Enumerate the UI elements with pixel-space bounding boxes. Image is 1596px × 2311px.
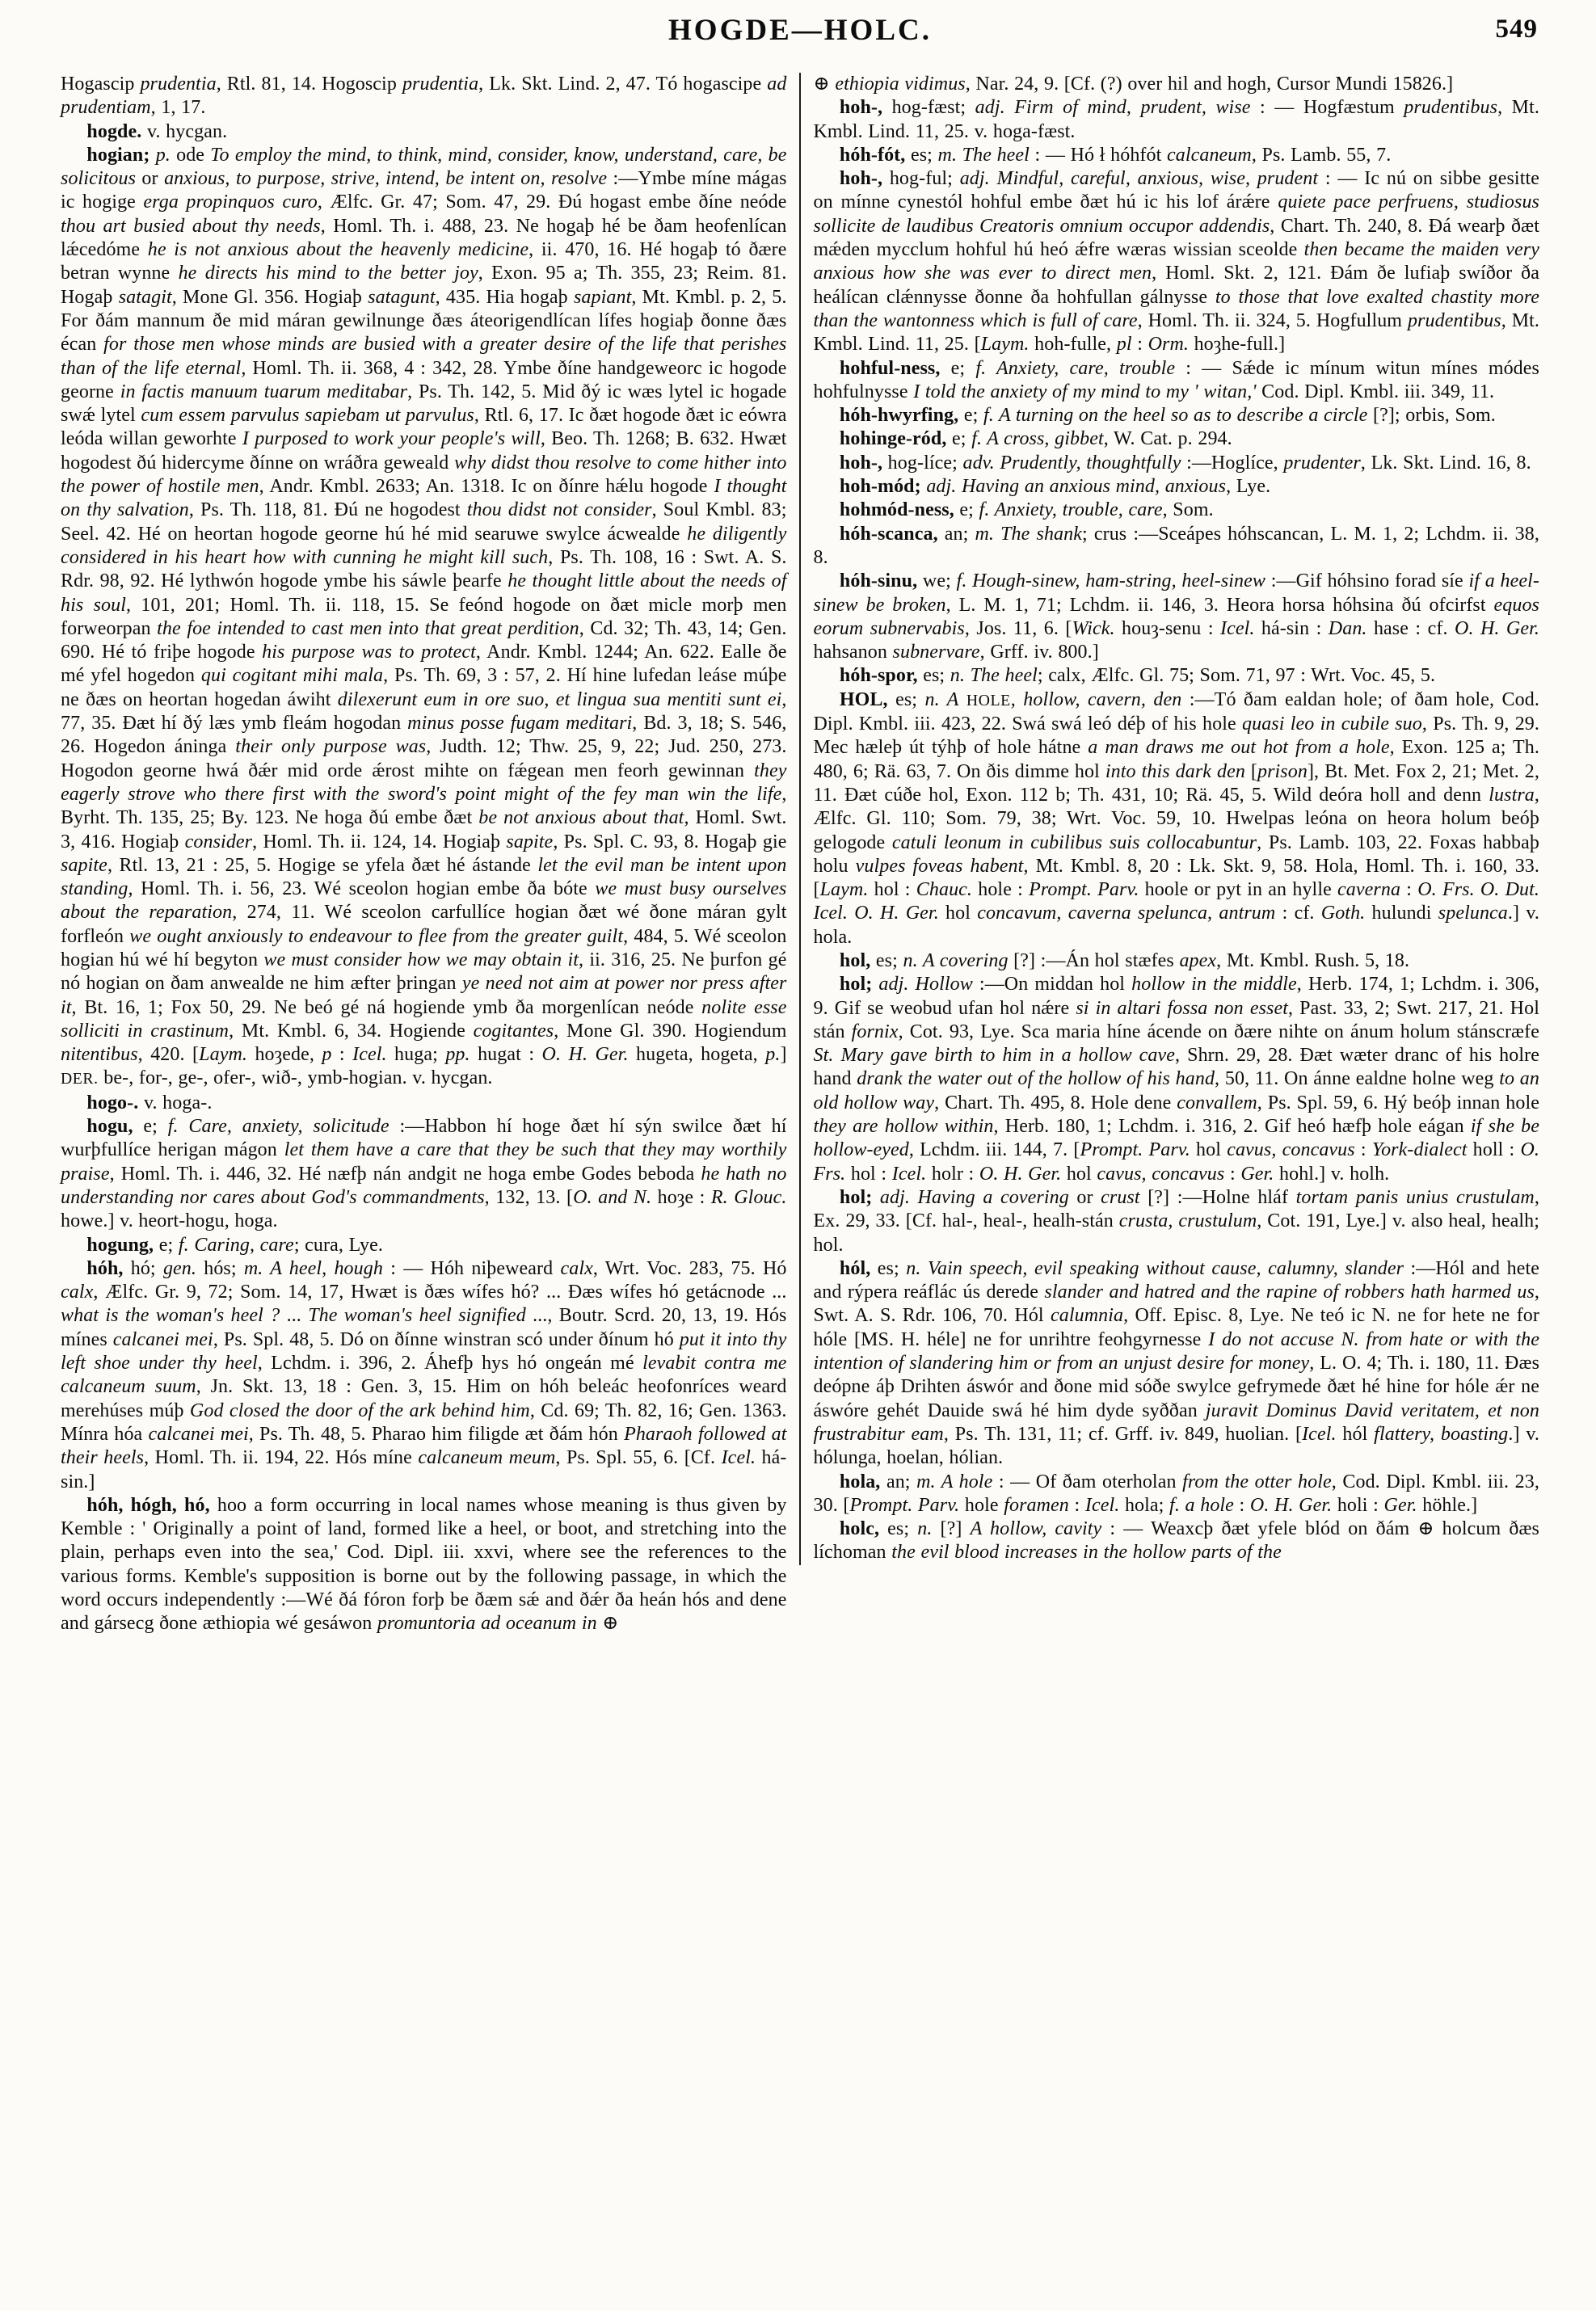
dictionary-entry: hoh-mód; adj. Having an anxious mind, anxious, Lye.	[839, 476, 1271, 498]
dictionary-entry: hóh-scanca, an; m. The shank; crus :—Sceápes hóhscancan, L. M. 1, 2; Lchdm. ii. 38, 8.	[813, 523, 1539, 568]
page-number: 549	[1495, 15, 1538, 44]
dictionary-entry: hol; adj. Hollow :—On middan hol hollow in the middle, Herb. 174, 1; Lchdm. i. 306, 9. Gif se weobud ufan hol nǽre si in altari fossa non esset, Past. 33, 2; Swt. 217, 21. Hol stán fornix, Cot. 93, Lye. Sca maria híne ácende on ðære nihte on ánum holum stánscræfe St. Mary gave birth to him in a hollow cave, Shrn. 29, 28. Ðæt wæter dranc of his holre hand drank the water out of the hollow of his hand, 50, 11. On ánne ealdne holne weg to an old hollow way, Chart. Th. 495, 8. Hole dene convallem, Ps. Spl. 59, 6. Hý beóþ innan hole they are hollow within, Herb. 180, 1; Lchdm. i. 316, 2. Gif heó hæfþ hole eágan if she be hollow-eyed, Lchdm. iii. 144, 7. [Prompt. Parv. hol cavus, concavus : York-dialect holl : O. Frs. hol : Icel. holr : O. H. Ger. hol cavus, concavus : Ger. hohl.] v. holh.	[813, 974, 1540, 1185]
dictionary-entry: hóh-hwyrfing, e; f. A turning on the heel so as to describe a circle [?]; orbis, Som.	[839, 405, 1496, 427]
page-header	[61, 8, 1539, 73]
dictionary-entry: hóh-sinu, we; f. Hough-sinew, ham-string, heel-sinew :—Gif hóhsino forad síe if a heel-sinew be broken, L. M. 1, 71; Lchdm. ii. 146, 3. Heora horsa hóhsina ðú ofcirfst equos eorum subnervabis, Jos. 11, 6. [Wick. houȝ-senu : Icel. há-sin : Dan. hase : cf. O. H. Ger. hahsanon subnervare, Grff. iv. 800.]	[813, 570, 1540, 663]
dictionary-entry: hogo-. v. hoga-.	[86, 1092, 213, 1113]
dictionary-entry: hóh, hógh, hó, hoo a form occurring in local names whose meaning is thus given by Kemble : ' Originally a point of land, formed like a heel, or boot, and stretching into the plain, perhaps even into the sea,' Cod. Dipl. iii. xxvi, where see the references to the various forms. Kemble's supposition is borne out by the following passage, in which the word occurs independently :—Wé ðá fóron forþ be ðæm sǽ and ðǽr ða heán hós and dene and gársecg ðone æthiopia wé gesáwon promuntoria ad oceanum in ⊕	[61, 1494, 787, 1635]
dictionary-entry: hóh, hó; gen. hós; m. A heel, hough : — Hóh niþeweard calx, Wrt. Voc. 283, 75. Hó calx, Ælfc. Gr. 9, 72; Som. 14, 17, Hwæt is ðæs wífes hó? ... Ðæs wífes hó getácnode ... what is the woman's heel ? ... The woman's heel signified ..., Boutr. Scrd. 20, 13, 19. Hós mínes calcanei mei, Ps. Spl. 48, 5. Dó on ðínne winstran scó under ðínum hó put it into thy left shoe under thy heel, Lchdm. i. 396, 2. Áhefþ hys hó ongeán mé levabit contra me calcaneum suum, Jn. Skt. 13, 18 : Gen. 3, 15. Him on hóh beleác heofonríces weard merehúses múþ God closed the door of the ark behind him, Cd. 69; Th. 82, 16; Gen. 1363. Mínra hóa calcanei mei, Ps. Th. 48, 5. Pharao him filigde æt ðám hón Pharaoh followed at their heels, Homl. Th. ii. 194, 22. Hós míne calcaneum meum, Ps. Spl. 55, 6. [Cf. Icel. há-sin.]	[61, 1257, 787, 1492]
dictionary-entry: hogian; p. ode To employ the mind, to think, mind, consider, know, understand, care, be solicitous or anxious, to purpose, strive, intend, be intent on, resolve :—Ymbe míne mágas ic hogige erga propinquos curo, Ælfc. Gr. 47; Som. 47, 29. Ðú hogast embe ðíne neóde thou art busied about thy needs, Homl. Th. i. 488, 23. Ne hogaþ hé be ðam heofenlícan lǽcedóme he is not anxious about the heavenly medicine, ii. 470, 16. Hé hogaþ tó ðære betran wynne he directs his mind to the better joy, Exon. 95 a; Th. 355, 23; Reim. 81. Hogaþ satagit, Mone Gl. 356. Hogiaþ satagunt, 435. Hia hogaþ sapiant, Mt. Kmbl. p. 2, 5. For ðám mannum ðe mid máran gewilnunge ðæs áteorigendlícan lífes hogiaþ ðonne ðæs écan for those men whose minds are busied with a greater desire of the life that perishes than of the life eternal, Homl. Th. ii. 368, 4 : 342, 28. Ymbe ðíne handgeweorc ic hogode georne in factis manuum tuarum meditabar, Ps. Th. 142, 5. Mid ðý ic wæs lytel ic hogade swǽ lytel cum essem parvulus sapiebam ut parvulus, Rtl. 6, 17. Ic ðæt hogode ðæt ic eówra leóda willan geworhte I purposed to work your people's will, Beo. Th. 1268; B. 632. Hwæt hogodest ðú hidercyme ðínne on wráðra geweald why didst thou resolve to come hither into the power of hostile men, Andr. Kmbl. 2633; An. 1318. Ic on ðínre hǽlu hogode I thought on thy salvation, Ps. Th. 118, 81. Ðú ne hogodest thou didst not consider, Soul Kmbl. 83; Seel. 42. Hé on heortan hogode georne hú hé mid searuwe swylce ácwealde he diligently considered in his heart how with cunning he might kill such, Ps. Th. 108, 16 : Swt. A. S. Rdr. 98, 92. Hé lythwón hogode ymbe his sáwle þearfe he thought little about the needs of his soul, 101, 201; Homl. Th. ii. 118, 15. Se feónd hogode on ðæt micle morþ men forweorpan the foe intended to cast men into that great perdition, Cd. 32; Th. 43, 14; Gen. 690. Hé tó friþe hogode his purpose was to protect, Andr. Kmbl. 1244; An. 622. Ealle ðe mé yfel hogedon qui cogitant mihi mala, Ps. Th. 69, 3 : 57, 2. Hí hine lufedan leáse múþe ne ðæs on heortan hogedan áwiht dilexerunt eum in ore suo, et lingua sua mentiti sunt ei, 77, 35. Ðæt hí ðý læs ymb fleám hogodan minus posse fugam meditari, Bd. 3, 18; S. 546, 26. Hogedon áninga their only purpose was, Judth. 12; Thw. 25, 9, 22; Jud. 250, 273. Hogodon georne hwá ðǽr mid orde ǽrost mihte on fǽgean men feorh gewinnan they eagerly strove who there first with the sword's point might of the fey man win the life, Byrht. Th. 135, 25; By. 123. Ne hoga ðú embe ðæt be not anxious about that, Homl. Swt. 3, 416. Hogiaþ consider, Homl. Th. ii. 124, 14. Hogiaþ sapite, Ps. Spl. C. 93, 8. Hogaþ gie sapite, Rtl. 13, 21 : 25, 5. Hogige se yfela ðæt hé ástande let the evil man be intent upon standing, Homl. Th. i. 56, 23. Wé sceolon hogian embe ða bóte we must busy ourselves about the reparation, 274, 11. Wé sceolon carfullíce hogian ðæt wé ðone máran gylt forfleón we ought anxiously to endeavour to flee from the greater guilt, 484, 5. Wé sceolon hogian hú wé hí begyton we must consider how we may obtain it, ii. 316, 25. Ne þurfon gé nó hogian on ðam anwealde ne him æfter þringan ye need not aim at power nor press after it, Bt. 16, 1; Fox 50, 29. Ne beó gé ná hogiende ymb ða morgenlícan neóde nolite esse solliciti in crastinum, Mt. Kmbl. 6, 34. Hogiende cogitantes, Mone Gl. 390. Hogiendum nitentibus, 420. [Laym. hoȝede, p : Icel. huga; pp. hugat : O. H. Ger. hugeta, hogeta, p.] DER. be-, for-, ge-, ofer-, wið-, ymb-hogian. v. hycgan.	[61, 144, 787, 1089]
dictionary-entry: hogung, e; f. Caring, care; cura, Lye.	[86, 1234, 383, 1256]
dictionary-entry: HOL, es; n. A HOLE, hollow, cavern, den :—Tó ðam ealdan hole; of ðam hole, Cod. Dipl. Kmbl. iii. 423, 22. Swá swá leó déþ of his hole quasi leo in cubile suo, Ps. Th. 9, 29. Mec hæleþ út týhþ of hole hátne a man draws me out hot from a hole, Exon. 125 a; Th. 480, 6; Rä. 63, 7. On ðis dimme hol into this dark den [prison], Bt. Met. Fox 2, 21; Met. 2, 11. Ðæt cúðe hol, Exon. 112 b; Th. 431, 10; Rä. 45, 5. Wild deóra holl and denn lustra, Ælfc. Gl. 110; Som. 79, 38; Wrt. Voc. 59, 10. Hwelpas leóna on heora holum beóþ gelogode catuli leonum in cubilibus suis collocabuntur, Ps. Lamb. 103, 22. Foxas habbaþ holu vulpes foveas habent, Mt. Kmbl. 8, 20 : Lk. Skt. 9, 58. Hola, Homl. Th. i. 160, 33. [Laym. hol : Chauc. hole : Prompt. Parv. hoole or pyt in an hylle caverna : O. Frs. O. Dut. Icel. O. H. Ger. hol concavum, caverna spelunca, antrum : cf. Goth. hulundi spelunca.] v. hola.	[813, 688, 1540, 948]
dictionary-entry: hoh-, hog-ful; adj. Mindful, careful, anxious, wise, prudent : — Ic nú on sibbe gesitte on mínne cynestól hohful embe ðæt hú ic his lof árǽre quiete pace perfruens, studiosus sollicite de laudibus Creatoris omnium occupor addendis, Chart. Th. 240, 8. Ðá wearþ ðæt mǽden mycclum hohful hú heó ǽfre wæras wissian sceolde then became the maiden very anxious how she was ever to direct men, Homl. Skt. 2, 121. Ðám ðe lufiaþ swíðor ða heálícan clǽnnysse ðonne ða hohfullan gálnysse to those that love exalted chastity more than the wantonness which is full of care, Homl. Th. ii. 324, 5. Hogfullum prudentibus, Mt. Kmbl. Lind. 11, 25. [Laym. hoh-fulle, pl : Orm. hoȝhe-full.]	[813, 168, 1540, 356]
dictionary-entry: hola, an; m. A hole : — Of ðam oterholan from the otter hole, Cod. Dipl. Kmbl. iii. 23, 30. [Prompt. Parv. hole foramen : Icel. hola; f. a hole : O. H. Ger. holi : Ger. höhle.]	[813, 1471, 1539, 1516]
dictionary-entry: hoh-, hog-fæst; adj. Firm of mind, prudent, wise : — Hogfæstum prudentibus, Mt. Kmbl. Lind. 11, 25. v. hoga-fæst.	[813, 97, 1539, 142]
dictionary-entry: hóh-spor, es; n. The heel; calx, Ælfc. Gl. 75; Som. 71, 97 : Wrt. Voc. 45, 5.	[839, 665, 1436, 687]
dictionary-entry: holc, es; n. [?] A hollow, cavity : — Weaxcþ ðæt yfele blód on ðám ⊕ holcum ðæs líchoman the evil blood increases in the hollow parts of the	[813, 1518, 1539, 1564]
dictionary-entry: hol; adj. Having a covering or crust [?] :—Holne hláf tortam panis unius crustulam, Ex. 29, 33. [Cf. hal-, heal-, healh-stán crusta, crustulum, Cot. 191, Lye.] v. also heal, healh; hol.	[813, 1186, 1540, 1256]
dictionary-entry: hogu, e; f. Care, anxiety, solicitude :—Habbon hí hoge ðæt hí sýn swilce ðæt hí wurþfullíce herigan mágon let them have a care that they be such that they may worthily praise, Homl. Th. i. 446, 32. Hé næfþ nán andgit ne hoga embe Godes beboda he hath no understanding nor cares about God's commandments, 132, 13. [O. and N. hoȝe : R. Glouc. howe.] v. heort-hogu, hoga.	[61, 1116, 787, 1232]
dictionary-entry: hogde. v. hycgan.	[86, 120, 228, 142]
dictionary-entry: hóh-fót, es; m. The heel : — Hó ł hóhfót calcaneum, Ps. Lamb. 55, 7.	[839, 144, 1392, 166]
left-column	[61, 73, 799, 1636]
right-column	[799, 73, 1540, 1565]
dictionary-entry: hohful-ness, e; f. Anxiety, care, trouble : — Sǽde ic mínum witun mínes módes hohfulnysse I told the anxiety of my mind to my ' witan,' Cod. Dipl. Kmbl. iii. 349, 11.	[813, 357, 1539, 402]
dictionary-entry: hohmód-ness, e; f. Anxiety, trouble, care, Som.	[839, 499, 1214, 521]
dictionary-entry: hoh-, hog-líce; adv. Prudently, thoughtfully :—Hoglíce, prudenter, Lk. Skt. Lind. 16, 8.	[839, 452, 1531, 474]
dictionary-entry: hohinge-ród, e; f. A cross, gibbet, W. Cat. p. 294.	[839, 428, 1232, 450]
dictionary-entry: Hogascip prudentia, Rtl. 81, 14. Hogoscip prudentia, Lk. Skt. Lind. 2, 47. Tó hogascipe ad prudentiam, 1, 17.	[61, 74, 787, 119]
text-columns	[61, 73, 1539, 1636]
dictionary-entry: hól, es; n. Vain speech, evil speaking without cause, calumny, slander :—Hól and hete and rýpera reáflác ús derede slander and hatred and the rapine of robbers hath harmed us, Swt. A. S. Rdr. 106, 70. Hól calumnia, Off. Episc. 8, Lye. Ne teó ic N. ne for hete ne for hóle [MS. H. héle] ne for unrihtre feohgyrnesse I do not accuse N. from hate or with the intention of slandering him or from an unjust desire for money, L. O. 4; Th. i. 180, 11. Ðæs deópne áþ Drihten áswór and ðone mid sóðe swylce gefrymede ðæt hé hine for hóle ǽr ne áswóre gehét Dauide swá hé him dyde syððan juravit Dominus David veritatem, et non frustrabitur eam, Ps. Th. 131, 11; cf. Grff. iv. 849, huolian. [Icel. hól flattery, boasting.] v. hólunga, hoelan, hólian.	[813, 1257, 1540, 1469]
dictionary-entry: ⊕ ethiopia vidimus, Nar. 24, 9. [Cf. (?) over hil and hogh, Cursor Mundi 15826.]	[813, 74, 1454, 95]
dictionary-entry: hol, es; n. A covering [?] :—Án hol stæfes apex, Mt. Kmbl. Rush. 5, 18.	[839, 949, 1410, 971]
page-title: HOGDE—HOLC.	[668, 14, 932, 47]
